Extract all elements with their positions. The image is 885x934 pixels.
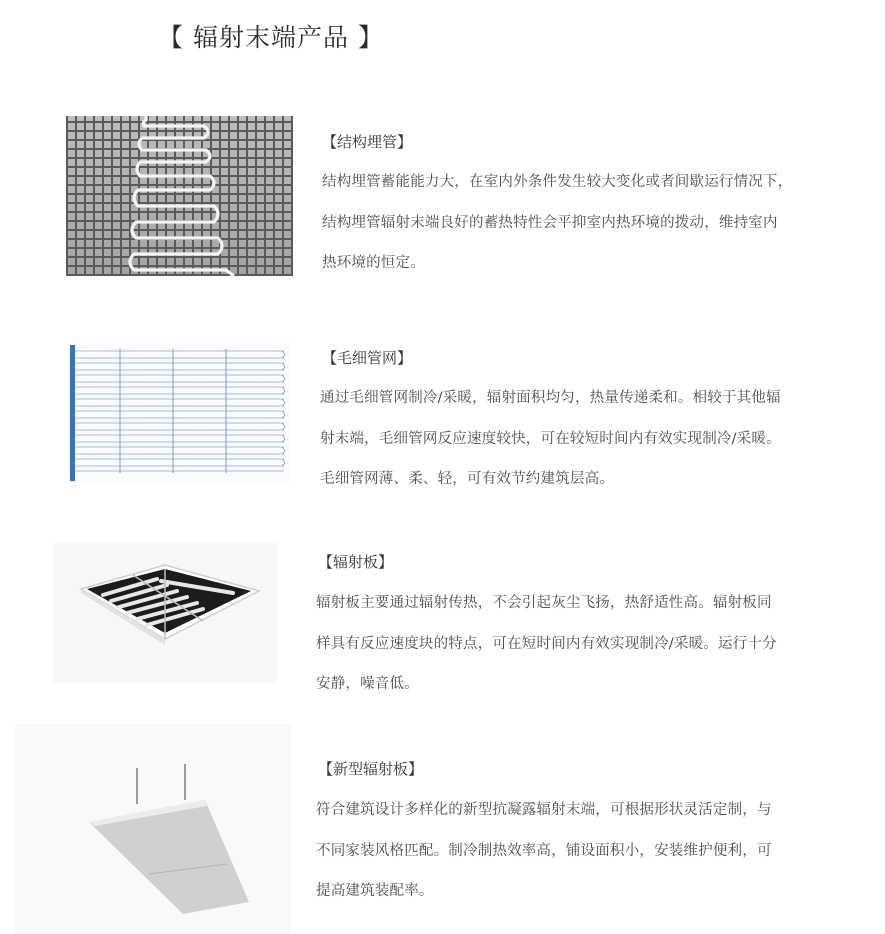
radiant-panel-icon xyxy=(53,543,277,683)
body-line: 样具有反应速度块的特点，可在短时间内有效实现制冷/采暖。运行十分 xyxy=(316,635,777,652)
section-heading-new-radiant-panel: 【新型辐射板】 xyxy=(318,760,424,778)
serpentine-pipe-icon xyxy=(66,116,293,276)
section-heading-structural-pipe: 【结构埋管】 xyxy=(322,133,413,151)
section-body-new-radiant-panel xyxy=(316,790,772,912)
radiant-panel-image xyxy=(53,543,277,683)
body-line: 毛细管网薄、柔、轻，可有效节约建筑层高。 xyxy=(320,471,614,487)
section-body-capillary-mat xyxy=(320,378,781,500)
ceiling-panel-icon xyxy=(15,724,291,934)
section-heading-radiant-panel: 【辐射板】 xyxy=(318,553,394,571)
body-line: 结构埋管辐射末端良好的蓄热特性会平抑室内热环境的拨动，维持室内 xyxy=(322,214,778,231)
body-line: 不同家装风格匹配。制冷制热效率高，铺设面积小，安装维护便利，可 xyxy=(316,842,772,859)
body-line: 热环境的恒定。 xyxy=(322,255,425,271)
body-line: 符合建筑设计多样化的新型抗凝露辐射末端，可根据形状灵活定制，与 xyxy=(316,802,772,818)
new-radiant-panel-image xyxy=(15,724,291,934)
body-line: 提高建筑装配率。 xyxy=(316,883,434,899)
body-line: 辐射板主要通过辐射传热，不会引起灰尘飞扬，热舒适性高。辐射板同 xyxy=(316,595,772,611)
body-line: 结构埋管蓄能能力大，在室内外条件发生较大变化或者间歇运行情况下， xyxy=(322,174,793,190)
body-line: 射末端，毛细管网反应速度较快，可在较短时间内有效实现制冷/采暖。 xyxy=(320,430,781,447)
capillary-grid-icon xyxy=(68,343,290,483)
capillary-mat-image xyxy=(68,343,290,483)
section-body-structural-pipe xyxy=(322,162,792,284)
body-line: 安静，噪音低。 xyxy=(316,676,419,692)
structural-embedded-pipe-image xyxy=(66,116,293,276)
section-body-radiant-panel xyxy=(316,583,777,705)
body-line: 通过毛细管网制冷/采暖，辐射面积均匀，热量传递柔和。相较于其他辐 xyxy=(320,390,781,406)
section-heading-capillary-mat: 【毛细管网】 xyxy=(322,349,413,367)
page-title: 【 辐射末端产品 】 xyxy=(158,23,384,52)
